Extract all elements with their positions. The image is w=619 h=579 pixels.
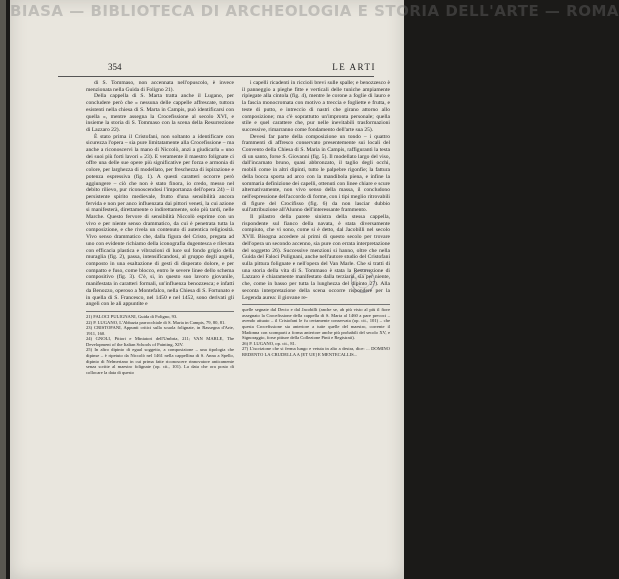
right-paragraph-1: i capelli ricadenti in riccioli brevi sulle spalle; e benozzesco è il panneggio a pieghe fitte e verticali delle tuniche ampiamente ripiegate alla cintola (fig. 4), mentre le corone a foglie di lauro e la fascia monocromata con motivo a treccia e fogliette e frutta, e teste di putto, e intreccio di nastri che girano attorno allo composizione; ma c'è soprattutto un'impronta personale; quella stile e quel carattere che, pur nelle inevitabili trasformazioni successive, rimarranno come fondamento dell'arte sua 25). [242, 80, 390, 133]
left-column [86, 80, 234, 375]
left-paragraph-1: di S. Tommaso, non accennata nell'opuscolo, è invece menzionata nella Guida di Foligno 21). [86, 80, 234, 93]
right-column [242, 80, 390, 358]
footnote-21: 21) FALOCI PULIGNANI, Guida di Foligno, 93. [86, 313, 178, 319]
right-footnotes [242, 304, 390, 357]
header-rule [58, 76, 374, 77]
right-paragraph-2: Devesi far parte della composizione un tondo – i quattro frammenti di affresco conservato presentemente sui locali del Convento della Chiesa di S. Maria in Campis, raffiguranti la testa di un santo, forse S. Giovanni (fig. 5). Il modellato largo del viso, dall'incarnato bruno, quasi abbronzato, il taglio degli occhi, mobili come in altri dipinti, tutto le palpebre rigonfie; la fattura della bocca sporta ad arco con la mandibola piena, e infine la sommaria definizione dei capelli, ottenuti con linee chiare e scure alternativamente, non vivo senso della massa, il concludono nell'espressione dell'accordo di forme, con i tipi meglio ritrovabili di figure del Crocifisso (fig. 6) da non lasciar dubbio sull'attribuzione all'Alunno dell'interessante frammento. [242, 133, 390, 214]
left-footnotes [86, 311, 234, 376]
right-paragraph-3: Il pilastro della parete sinistra della stessa cappella, rispondente sul fianco della navata, è stata diversamente compiuto, che vi sono, come si è detto, dal Jacobilli nel secolo XVII. Bisogna accedere ai primi di questo secolo per trovare dell'opera un secondo accenno, sia pure con errata interpretazione del soggetto 26). Successive menzioni si hanno, oltre che nella Guida del Faloci Pulignani, anche nell'autore studio del Cristofani sulla pittura folignate e nell'opera del Van Marle. Che si tratti di una storia della vita di S. Tommaso è stata la Resurrezione di Lazzaro è chiaramente manifestato dalla terziaria, sia per niente, che, come in basso per tutta la lunghezza del dipinto 27). Alla seconta interpretazione della scena occorre rispondere per la Legenda aurea: il giovane re- [242, 214, 390, 301]
footnote-24: 24) GNOLI, Pittori e Miniatori dell'Umbria, 211; VAN MARLE, The Development of the Italian Schools of Painting, XIV. [86, 336, 234, 347]
left-paragraph-2: Della cappella di S. Marta tratta anche il Lugano, per concludere però che « nessuna delle cappelle affrescate, tuttora esistenti nella chiesa di S. Marta in Campis, può identificarsi con quella », mentre assegna la Crocefissione al secolo XVI, e insieme la storia di S. Tommaso con la scena della Resurrezione di Lazzaro 22). [86, 93, 234, 133]
page-edge-shadow [0, 0, 6, 579]
footnote-cont: quelle segnate dal Decio e dal Jacobilli (anche se, ab più visto al più il fiore assegnato la Crocefissione della cappella di S. Marta al 1460 a pare precoci – avendo attuato – il Cristofani le fu certamente conservata (op. cit., 101) – che questa Crocefissione sia anteriore a tutte quelle del maestro, corrente il Madonna con scomparti a forma anteriore anche più probabili del secolo XV, e Signoraggio, forse pitture della Collezione Pinti e Registrati). [242, 307, 390, 341]
footnote-27: 27) L'iscrizione che si ferma lungo e vetuta in alto a destra, dice: ... DOMINO REDENTO LA CRUDELLA A [ET UE] E MENTECALLIS... [242, 346, 390, 357]
page-number: 354 [108, 62, 122, 72]
page-header [68, 62, 384, 76]
library-stamp-icon [350, 268, 376, 294]
left-paragraph-3: È stato prima il Cristofani, non soltanto a identificare con sicurezza l'opera – sia pure limitatamente alla Crocefissione – ma anche a riconoscervi la mano di Niccolò, anzi a giudicarla « uno dei suoi più forti lavori » 23). E veramente il maestro folignate ci offre una delle sue opere più significative per forza e armonia di colore, per larghezza di modellato, per freschezza di ispirazione e potenza espressiva (fig. 1). A questi caratteri occorre però aggiungere – ciò che non è stato finora, io credo, messo nel debito rilievo, pur riconoscendosi l'importanza dell'opera 24) – il persistente spirito medievale, frutto d'una sensibilità ancora fervida e non per anco influenzata dai pittori veneti, la cui azione si manifesterà, direttamente o indirettamente, solo più tardi, nelle Marche. Questo fervore di sensibilità Niccolò esprime con un vivo e per niente senso drammatico, da cui è penetrata tutta la composizione, e che rivela un contenuto di autentica religiosità. Vivo senso drammatico che, dalla figura del Cristo, pregata ad uno con evidente richiamo della iconografia dugentesca e rilevata con efficacia plastica e vibrazioni di luce sul fondo grigio della muraglia (fig. 2), passa, intensificandosi, al gruppo degli angeli, composto in una esaltazione di gesti di disperato dolore, e per compatto e fuso, come blocco, entro le severe linee dello schema compositivo (fig. 3). C'è, si, in questo suo lavoro giovanile, manifestata in caratteri formali, un'influenza benozzesca; e infatti da Benozzo, operoso a Montefalco, nella Chiesa di S. Fortunato e in quella di S. Francesco, nel 1450 e nel 1452, sono derivati gli angeli con le ali appuntite e [86, 133, 234, 308]
running-title: LE ARTI [332, 62, 376, 72]
footnote-26: 26) P. LUGANO, op. cit., 81. [242, 340, 296, 346]
footnote-23: 23) CRISTOFANI, Appunti critici sulla scuola folignate, in Rassegna d'Arte, 1911, 160. [86, 325, 234, 336]
footnote-25: 25) In altro dipinto di egual soggetto, a composizione – una tipologia che dipinse – è ripetuto da Niccolò nel 1461 nella cappellina di S. Anna a Spello, dipinto di Nelmeriano in cui prima fatte riconoscere rinnovatore anticamente senza scritte al maestro folignate (op. cit., 101). La data che ora posto di collocare la data di questo [86, 347, 234, 375]
library-watermark: BIASA — BIBLIOTECA DI ARCHEOLOGIA E STORIA DELL'ARTE — ROMA [10, 2, 619, 20]
footnote-22: 22) P. LUGANO, L'Abbazia parrocchiale di S. Maria in Campis, 79, 80, 81. [86, 319, 226, 325]
